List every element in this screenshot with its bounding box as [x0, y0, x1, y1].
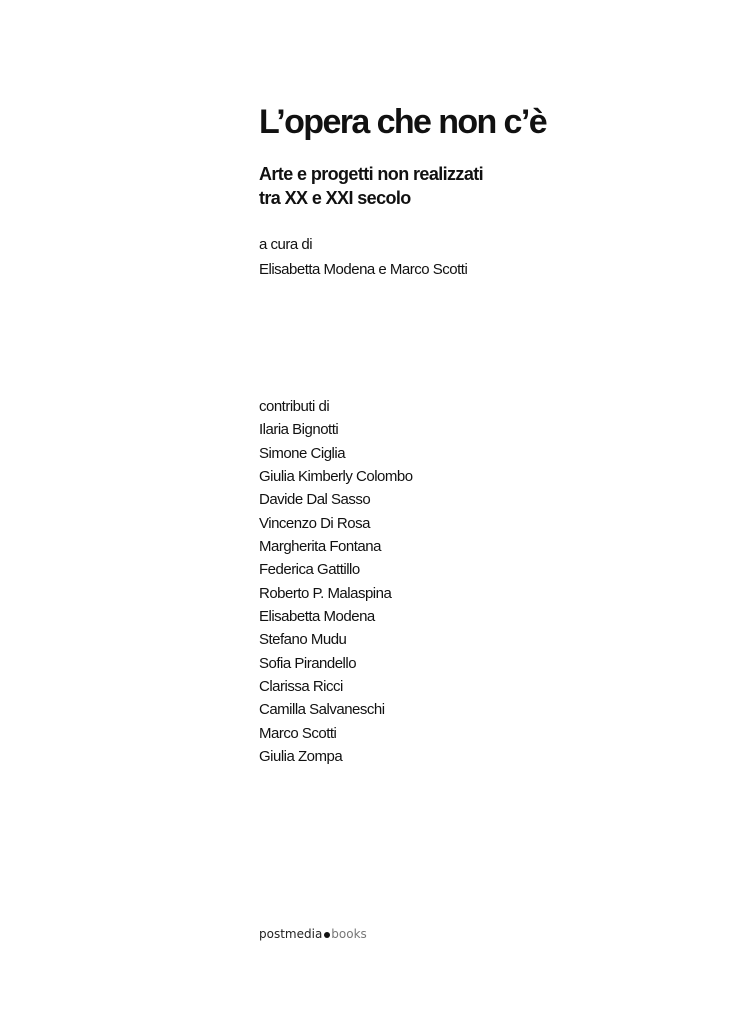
contributor-name: Elisabetta Modena: [259, 607, 375, 625]
bullet-dot-icon: [324, 932, 330, 938]
title-page: [259, 0, 719, 1014]
contributor-name: Clarissa Ricci: [259, 677, 343, 695]
contributor-name: Giulia Kimberly Colombo: [259, 467, 413, 485]
contributor-name: Marco Scotti: [259, 724, 337, 742]
publisher-name-part2: books: [331, 927, 367, 941]
contributor-name: Ilaria Bignotti: [259, 421, 339, 439]
curators-names: Elisabetta Modena e Marco Scotti: [259, 261, 468, 278]
publisher-logo: [259, 926, 367, 942]
subtitle-line-1: Arte e progetti non realizzati: [259, 164, 484, 184]
contributor-name: Giulia Zompa: [259, 747, 343, 765]
contributors-label: contributi di: [259, 398, 330, 415]
contributor-name: Stefano Mudu: [259, 631, 347, 649]
book-subtitle: [259, 162, 483, 210]
contributor-name: Roberto P. Malaspina: [259, 584, 392, 602]
contributor-name: Vincenzo Di Rosa: [259, 514, 370, 532]
curators-label: a cura di: [259, 236, 313, 253]
contributor-name: Federica Gattillo: [259, 561, 360, 579]
subtitle-line-2: tra XX e XXI secolo: [259, 188, 411, 208]
contributor-name: Camilla Salvaneschi: [259, 701, 385, 719]
contributor-name: Sofia Pirandello: [259, 654, 357, 672]
publisher-name-part1: postmedia: [259, 927, 323, 941]
contributor-name: Margherita Fontana: [259, 537, 381, 555]
contributor-name: Davide Dal Sasso: [259, 491, 371, 509]
contributor-name: Simone Ciglia: [259, 444, 346, 462]
book-title: L’opera che non c’è: [259, 103, 547, 141]
contributors-block: [259, 395, 413, 768]
curators-block: [259, 232, 467, 282]
